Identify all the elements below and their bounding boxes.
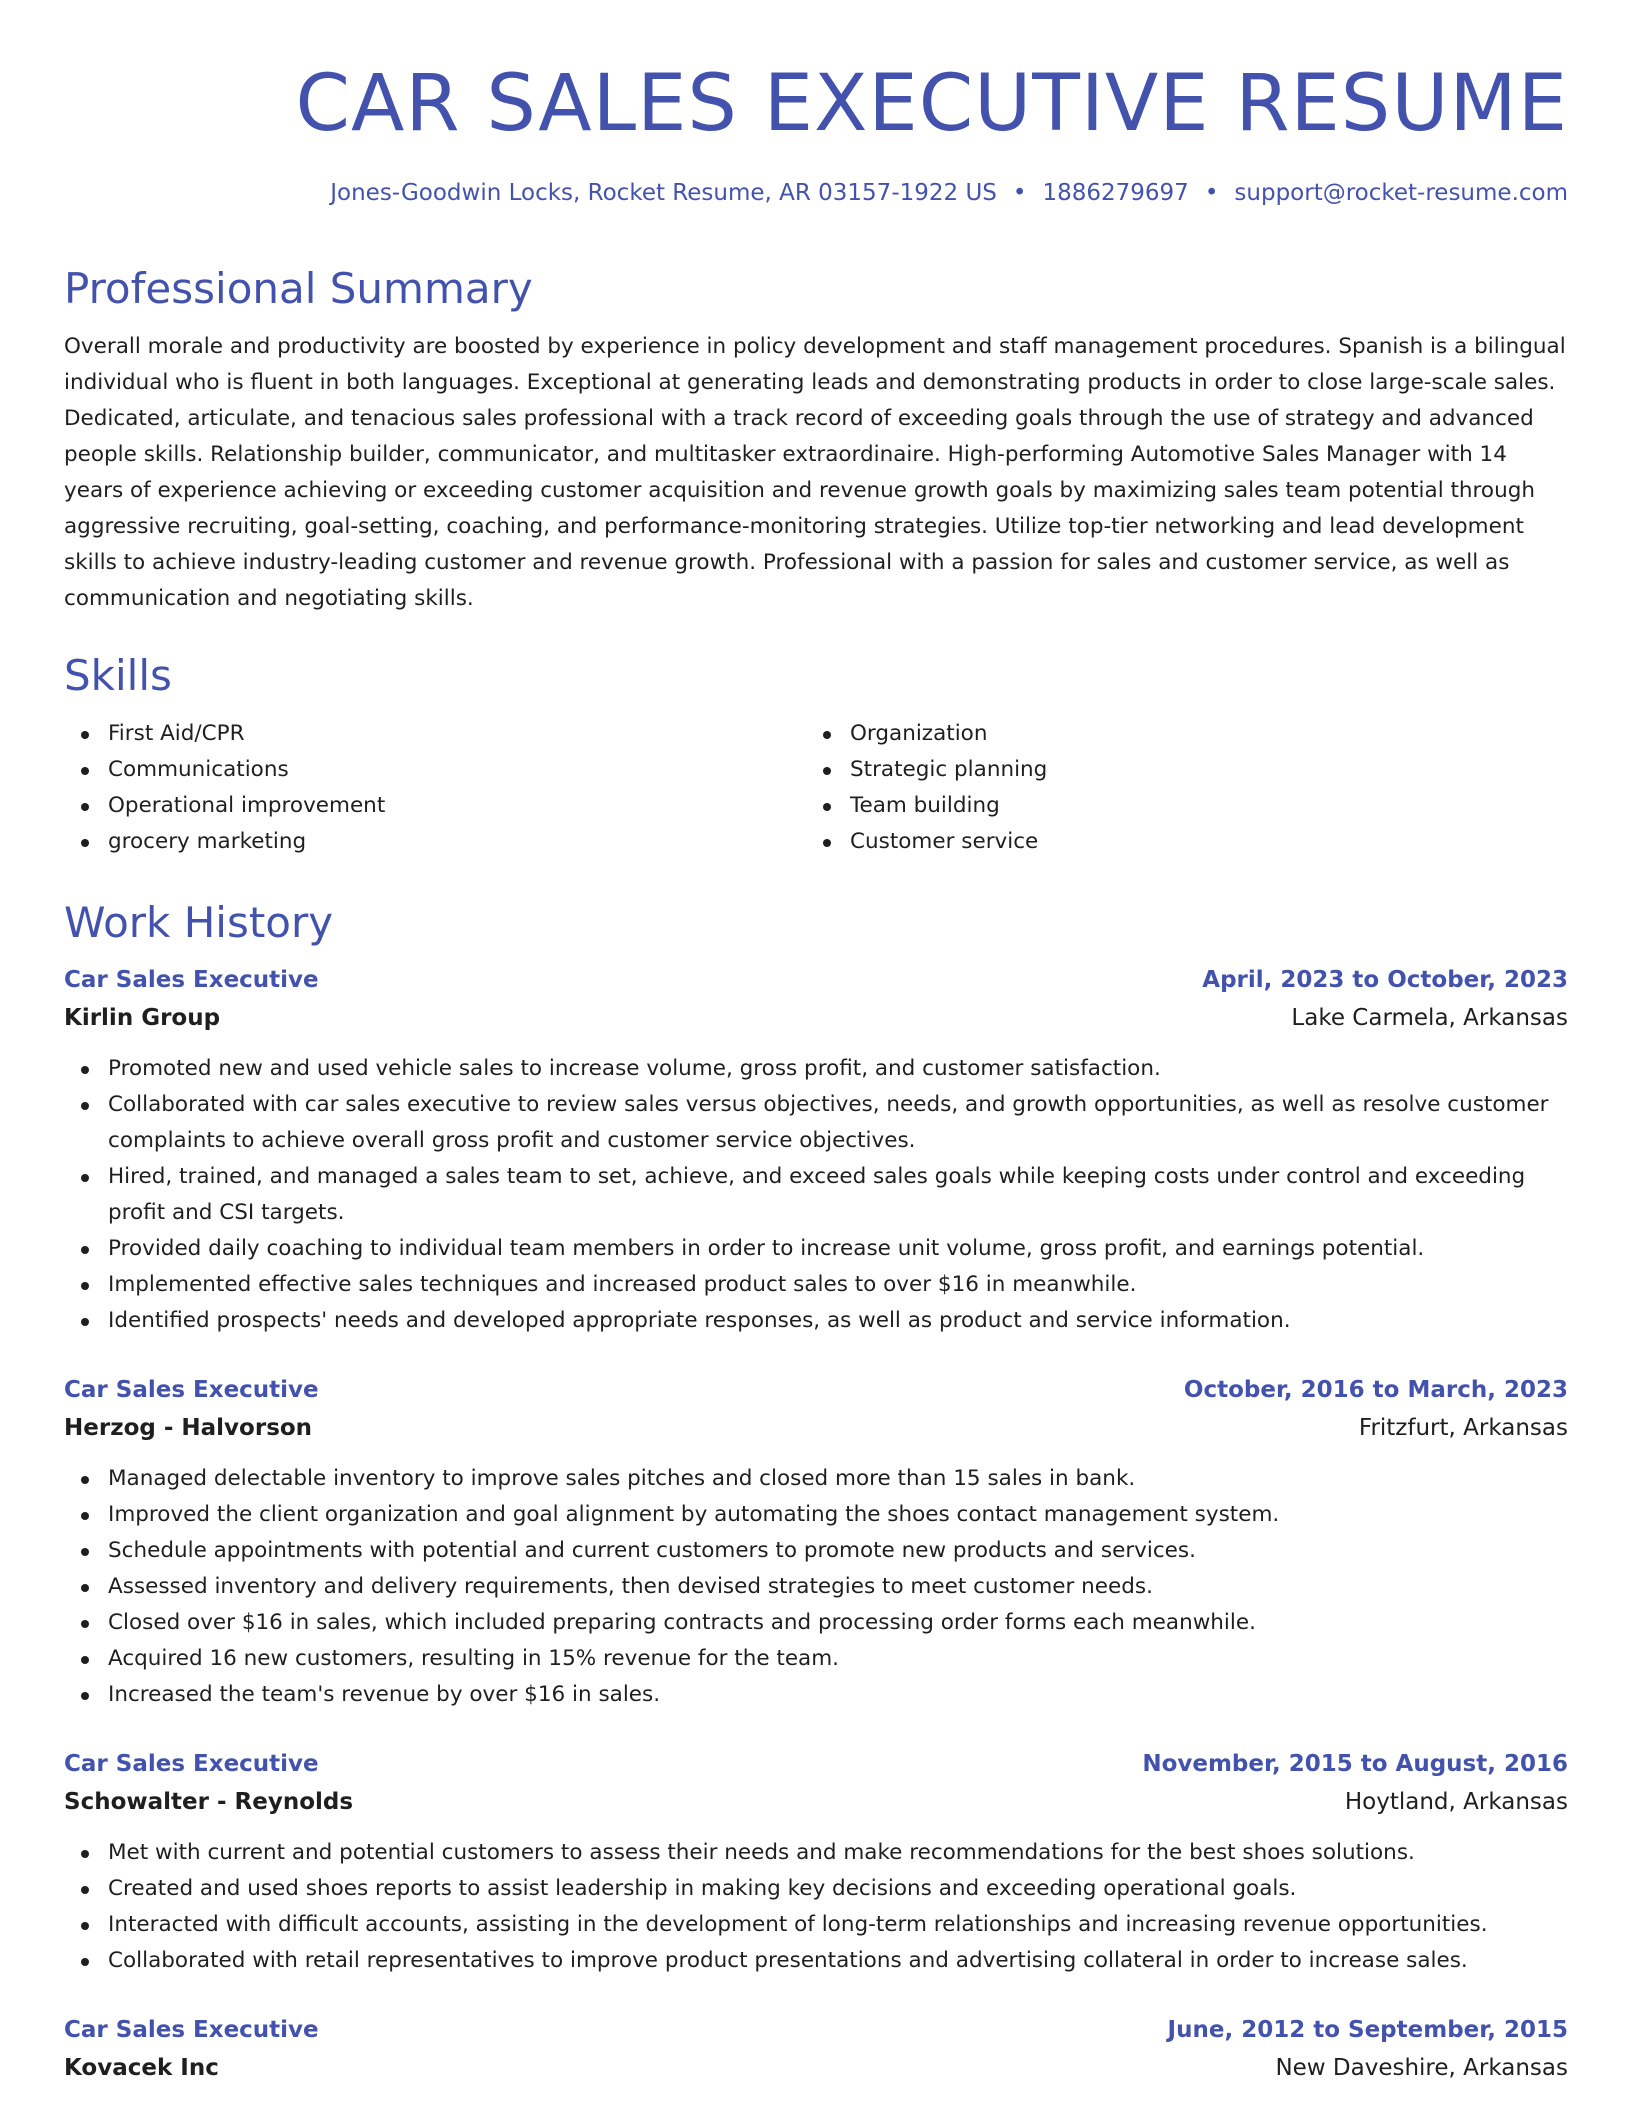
skill-item: Customer service [806, 824, 1548, 860]
contact-separator: • [1012, 180, 1027, 206]
summary-section [64, 261, 1568, 617]
skill-item: First Aid/CPR [64, 716, 806, 752]
skills-grid [64, 716, 1568, 860]
job-title: Car Sales Executive [64, 1751, 319, 1777]
skill-item: Communications [64, 752, 806, 788]
summary-text: Overall morale and productivity are boosted by experience in policy development and staff management procedures. Spanish is a bilingual individual who is fluent in both languages. Exceptional at generating leads and demonstrating products in order to close large-scale sales. Dedicated, articulate, and tenacious sales professional with a track record of exceeding goals through the use of strategy and advanced people skills. Relationship builder, communicator, and multitasker extraordinaire. High-performing Automotive Sales Manager with 14 years of experience achieving or exceeding customer acquisition and revenue growth goals by maximizing sales team potential through aggressive recruiting, goal-setting, coaching, and performance-monitoring strategies. Utilize top-tier networking and lead development skills to achieve industry-leading customer and revenue growth. Professional with a passion for sales and customer service, as well as communication and negotiating skills. [64, 334, 1566, 611]
job-company-row [64, 2049, 1568, 2087]
skills-list-left [64, 716, 806, 860]
job-bullet: Promoted new and used vehicle sales to increase volume, gross profit, and customer satisfaction. [64, 1051, 1568, 1087]
job-location: New Daveshire, Arkansas [1275, 2055, 1568, 2081]
skill-item: Strategic planning [806, 752, 1548, 788]
job-entry [64, 1745, 1568, 1979]
job-dates: October, 2016 to March, 2023 [1183, 1377, 1568, 1403]
job-bullet: Closed over $16 in sales, which included preparing contracts and processing order forms each meanwhile. [64, 1605, 1568, 1641]
job-dates: April, 2023 to October, 2023 [1202, 967, 1568, 993]
job-title: Car Sales Executive [64, 2017, 319, 2043]
contact-line [64, 178, 1568, 208]
job-dates: June, 2012 to September, 2015 [1167, 2017, 1568, 2043]
job-entry [64, 961, 1568, 1339]
job-title: Car Sales Executive [64, 1377, 319, 1403]
job-location: Lake Carmela, Arkansas [1291, 1005, 1568, 1031]
job-company: Herzog - Halvorson [64, 1415, 313, 1441]
job-company: Kirlin Group [64, 1005, 221, 1031]
job-bullet: Increased the team's revenue by over $16 in sales. [64, 1677, 1568, 1713]
skill-item: Organization [806, 716, 1548, 752]
job-company-row [64, 1409, 1568, 1447]
job-bullet: Implemented effective sales techniques and increased product sales to over $16 in meanwhile. [64, 1267, 1568, 1303]
job-location: Fritzfurt, Arkansas [1358, 1415, 1568, 1441]
job-title-row [64, 1745, 1568, 1783]
work-history-heading: Work History [64, 898, 334, 947]
job-bullet: Collaborated with car sales executive to review sales versus objectives, needs, and growth opportunities, as well as resolve customer complaints to achieve overall gross profit and customer service objectives. [64, 1087, 1568, 1159]
job-title-row [64, 2011, 1568, 2049]
resume-title: CAR SALES EXECUTIVE RESUME [295, 59, 1568, 149]
job-bullet: Acquired 16 new customers, resulting in 15% revenue for the team. [64, 1641, 1568, 1677]
job-title: Car Sales Executive [64, 967, 319, 993]
resume-page [64, 0, 1568, 2081]
contact-separator: • [1204, 180, 1219, 206]
job-entry [64, 1371, 1568, 1713]
job-bullet: Met with current and potential customers to assess their needs and make recommendations for the best shoes solutions. [64, 1835, 1568, 1871]
skills-list-right [806, 716, 1548, 860]
summary-heading: Professional Summary [64, 264, 533, 313]
job-bullet: Hired, trained, and managed a sales team to set, achieve, and exceed sales goals while keeping costs under control and exceeding profit and CSI targets. [64, 1159, 1568, 1231]
job-entry [64, 2011, 1568, 2087]
contact-address: Jones-Goodwin Locks, Rocket Resume, AR 03157-1922 US [330, 180, 997, 206]
job-bullets [64, 1051, 1568, 1339]
contact-email: support@rocket-resume.com [1234, 180, 1568, 206]
skills-column-left [64, 716, 806, 860]
job-bullet: Schedule appointments with potential and current customers to promote new products and services. [64, 1533, 1568, 1569]
job-bullet: Interacted with difficult accounts, assisting in the development of long-term relationships and increasing revenue opportunities. [64, 1907, 1568, 1943]
skills-heading: Skills [64, 651, 172, 700]
contact-phone: 1886279697 [1042, 180, 1189, 206]
job-bullets [64, 1835, 1568, 1979]
skill-item: grocery marketing [64, 824, 806, 860]
job-company-row [64, 1783, 1568, 1821]
job-bullet: Managed delectable inventory to improve sales pitches and closed more than 15 sales in bank. [64, 1461, 1568, 1497]
job-bullet: Identified prospects' needs and developed appropriate responses, as well as product and service information. [64, 1303, 1568, 1339]
job-bullet: Collaborated with retail representatives to improve product presentations and advertising collateral in order to increase sales. [64, 1943, 1568, 1979]
job-title-row [64, 1371, 1568, 1409]
job-company: Schowalter - Reynolds [64, 1789, 354, 1815]
skill-item: Team building [806, 788, 1548, 824]
job-title-row [64, 961, 1568, 999]
job-bullet: Improved the client organization and goal alignment by automating the shoes contact management system. [64, 1497, 1568, 1533]
job-location: Hoytland, Arkansas [1344, 1789, 1568, 1815]
job-bullet: Assessed inventory and delivery requirements, then devised strategies to meet customer needs. [64, 1569, 1568, 1605]
skill-item: Operational improvement [64, 788, 806, 824]
job-bullet: Provided daily coaching to individual team members in order to increase unit volume, gross profit, and earnings potential. [64, 1231, 1568, 1267]
work-history-section [64, 895, 1568, 2087]
skills-column-right [806, 716, 1548, 860]
job-company: Kovacek Inc [64, 2055, 219, 2081]
skills-section [64, 648, 1568, 860]
job-company-row [64, 999, 1568, 1037]
job-dates: November, 2015 to August, 2016 [1142, 1751, 1568, 1777]
job-bullets [64, 1461, 1568, 1713]
job-bullet: Created and used shoes reports to assist leadership in making key decisions and exceeding operational goals. [64, 1871, 1568, 1907]
